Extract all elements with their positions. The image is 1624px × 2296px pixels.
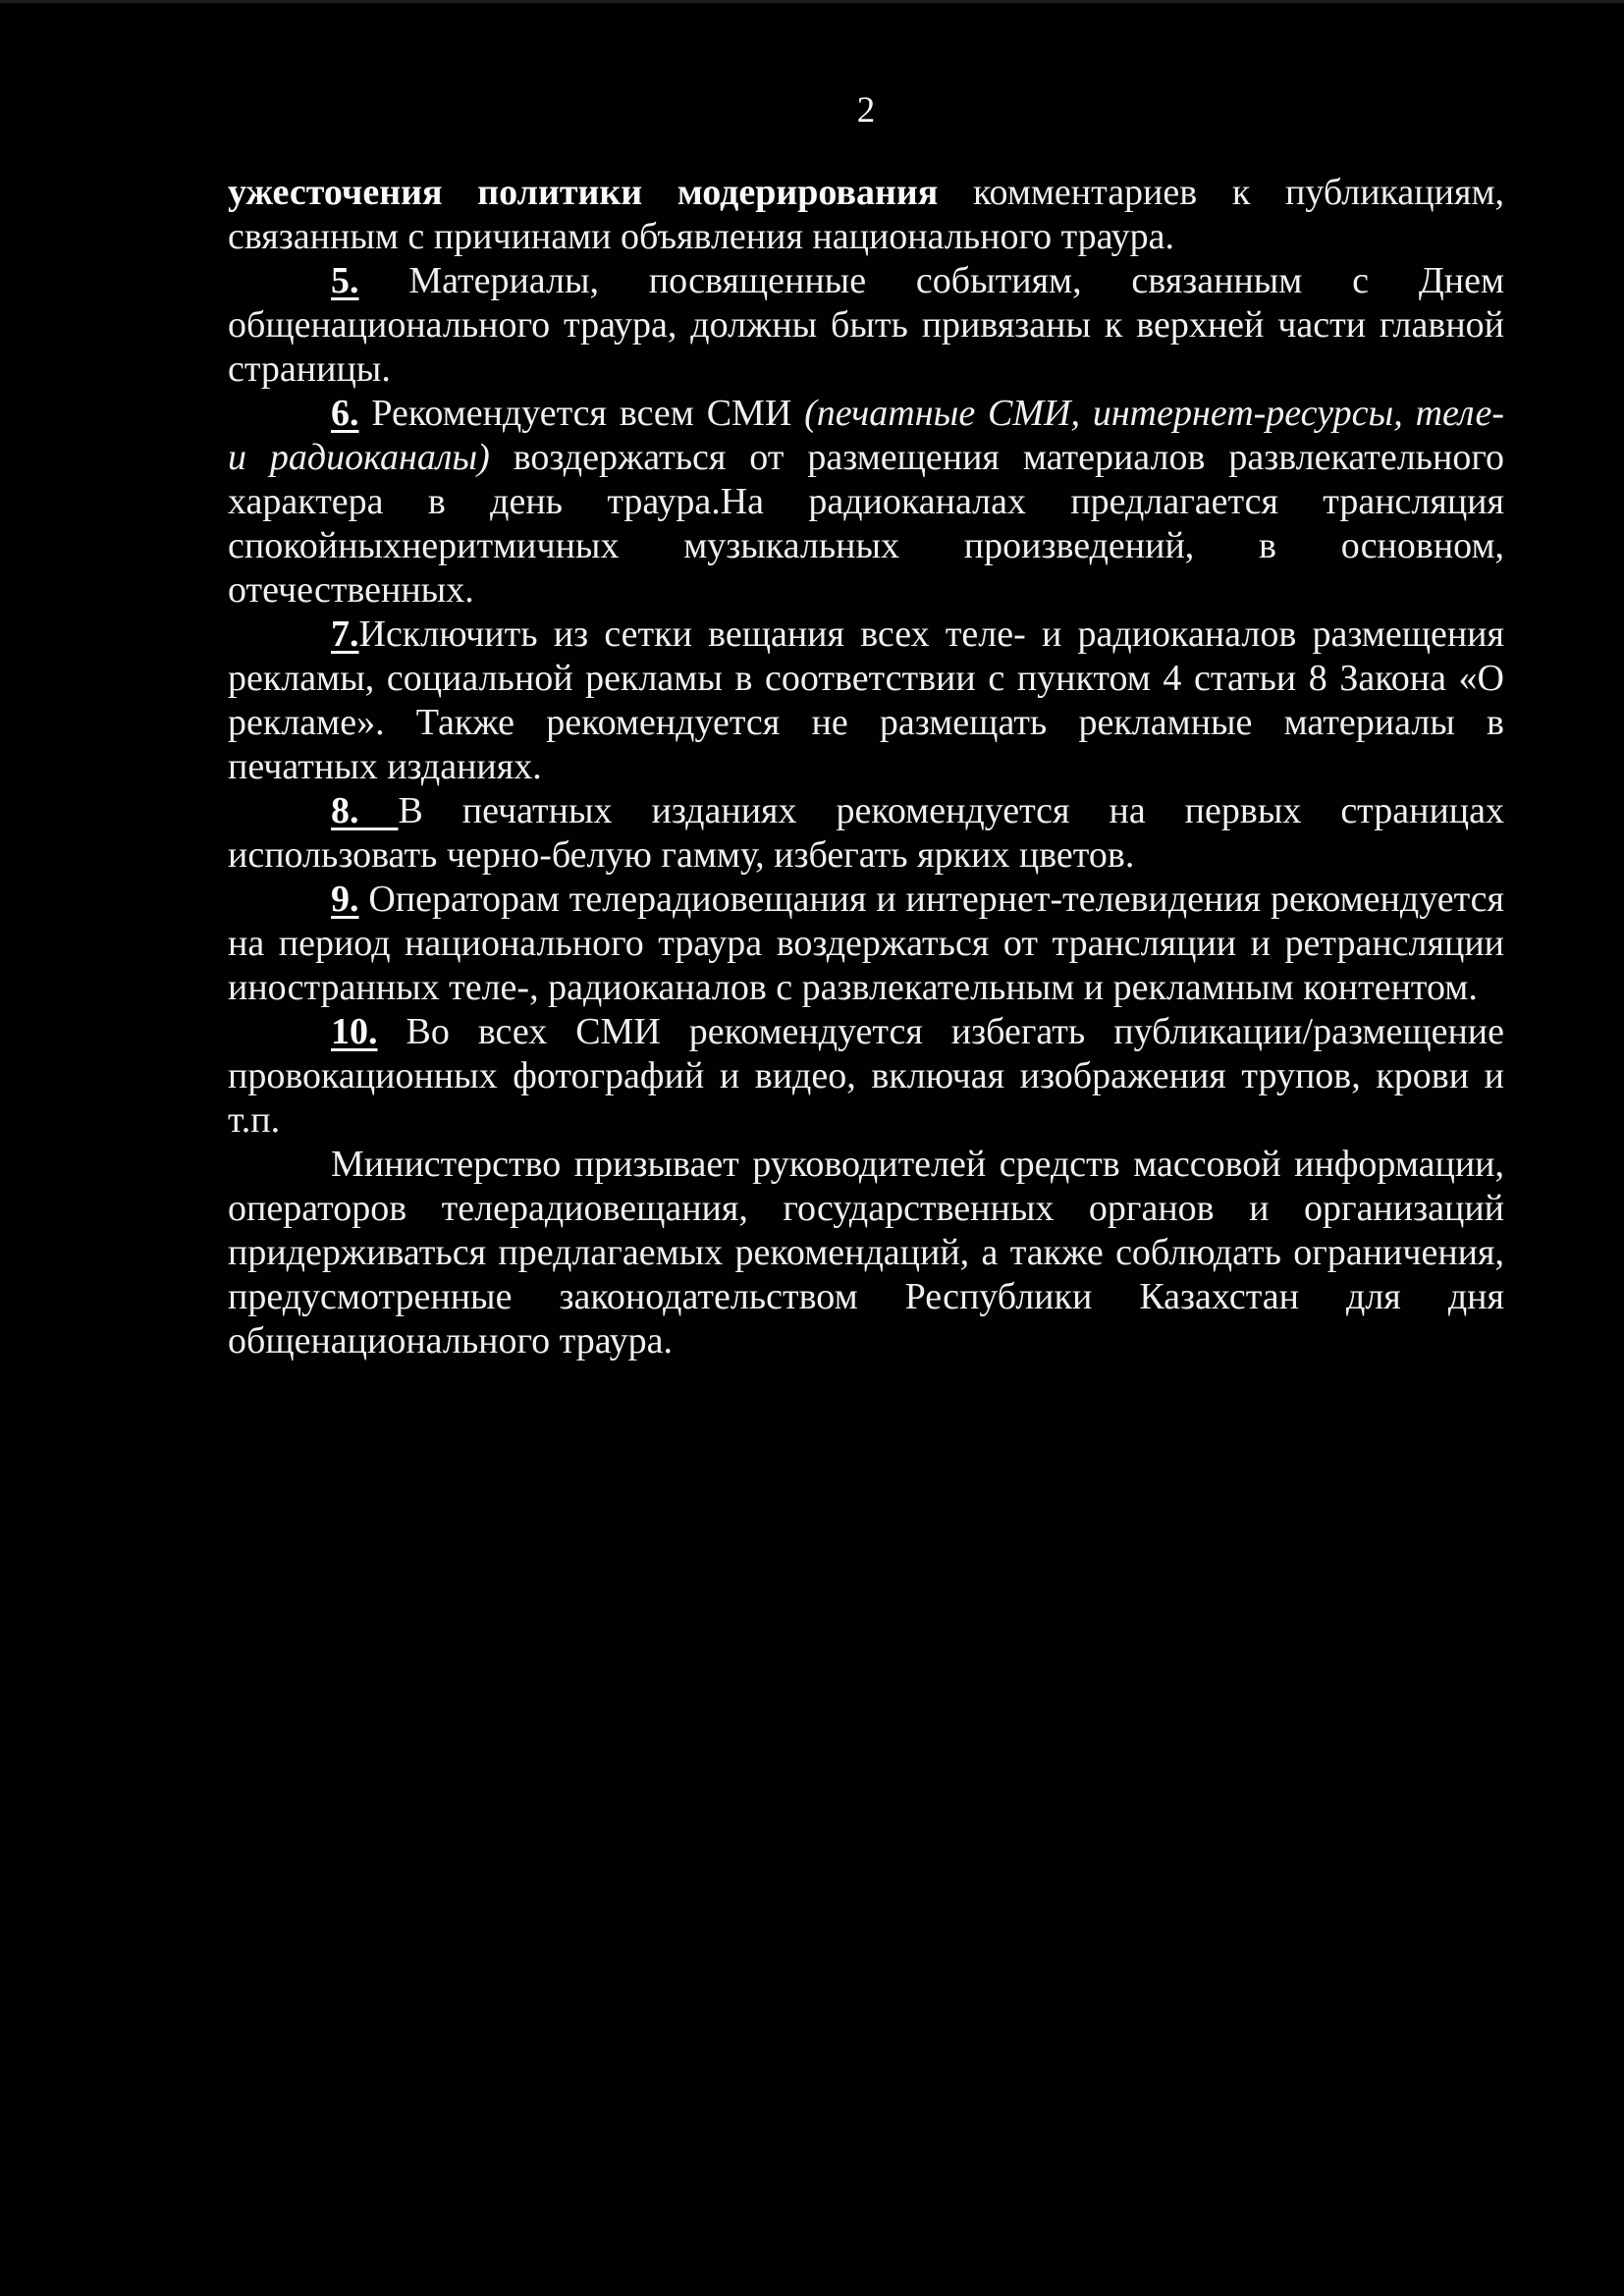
text-segment: Рекомендуется всем СМИ	[358, 393, 805, 434]
paragraph	[228, 1010, 1504, 1143]
page-number: 2	[856, 90, 876, 131]
text-segment: комментариев к публикациям, связанным с причинами объявления национального траура.	[228, 172, 1504, 257]
text-segment: 6.	[331, 393, 359, 434]
paragraph	[228, 613, 1504, 789]
paragraph	[228, 259, 1504, 392]
text-segment: 7.	[331, 614, 359, 655]
page-top-edge	[0, 0, 1624, 3]
paragraph	[228, 1143, 1504, 1363]
text-segment: 8.	[331, 790, 399, 831]
text-segment: 10.	[331, 1011, 378, 1052]
text-segment: Министерство призывает руководителей средств массовой информации, операторов телерадиовещания, государственных органов и организаций придерживаться предлагаемых рекомендаций, а также соблюдать ограничения, предусмотренные законодательством Республики Казахстан для дня общенационального траура.	[228, 1144, 1504, 1362]
paragraph	[228, 789, 1504, 878]
text-segment: Во всех СМИ рекомендуется избегать публикации/размещение провокационных фотографий и видео, включая изображения трупов, крови и т.п.	[228, 1011, 1504, 1141]
document-body	[228, 171, 1504, 1363]
paragraph	[228, 392, 1504, 613]
text-segment: 5.	[331, 260, 359, 301]
text-segment: ужесточения политики модерирования	[228, 172, 939, 213]
text-segment: Исключить из сетки вещания всех теле- и радиоканалов размещения рекламы, социальной рекламы в соответствии с пунктом 4 статьи 8 Закона «О рекламе». Также рекомендуется не размещать рекламные материалы в печатных изданиях.	[228, 614, 1504, 787]
text-segment: Материалы, посвященные событиям, связанным с Днем общенационального траура, должны быть привязаны к верхней части главной страницы.	[228, 260, 1504, 390]
text-segment: воздержаться от размещения материалов развлекательного характера в день траура.На радиоканалах предлагается трансляция спокойныхнеритмичных музыкальных произведений, в основном, отечественных.	[228, 437, 1504, 611]
text-segment: Операторам телерадиовещания и интернет-телевидения рекомендуется на период национального траура воздержаться от трансляции и ретрансляции иностранных теле-, радиоканалов с развлекательным и рекламным контентом.	[228, 879, 1504, 1008]
paragraph	[228, 878, 1504, 1010]
text-segment: (печатные СМИ, интернет-ресурсы, теле- и радиоканалы)	[228, 393, 1505, 478]
text-segment: В печатных изданиях рекомендуется на первых страницах использовать черно-белую гамму, избегать ярких цветов.	[228, 790, 1504, 876]
paragraph	[228, 171, 1504, 259]
text-segment: 9.	[331, 879, 359, 920]
